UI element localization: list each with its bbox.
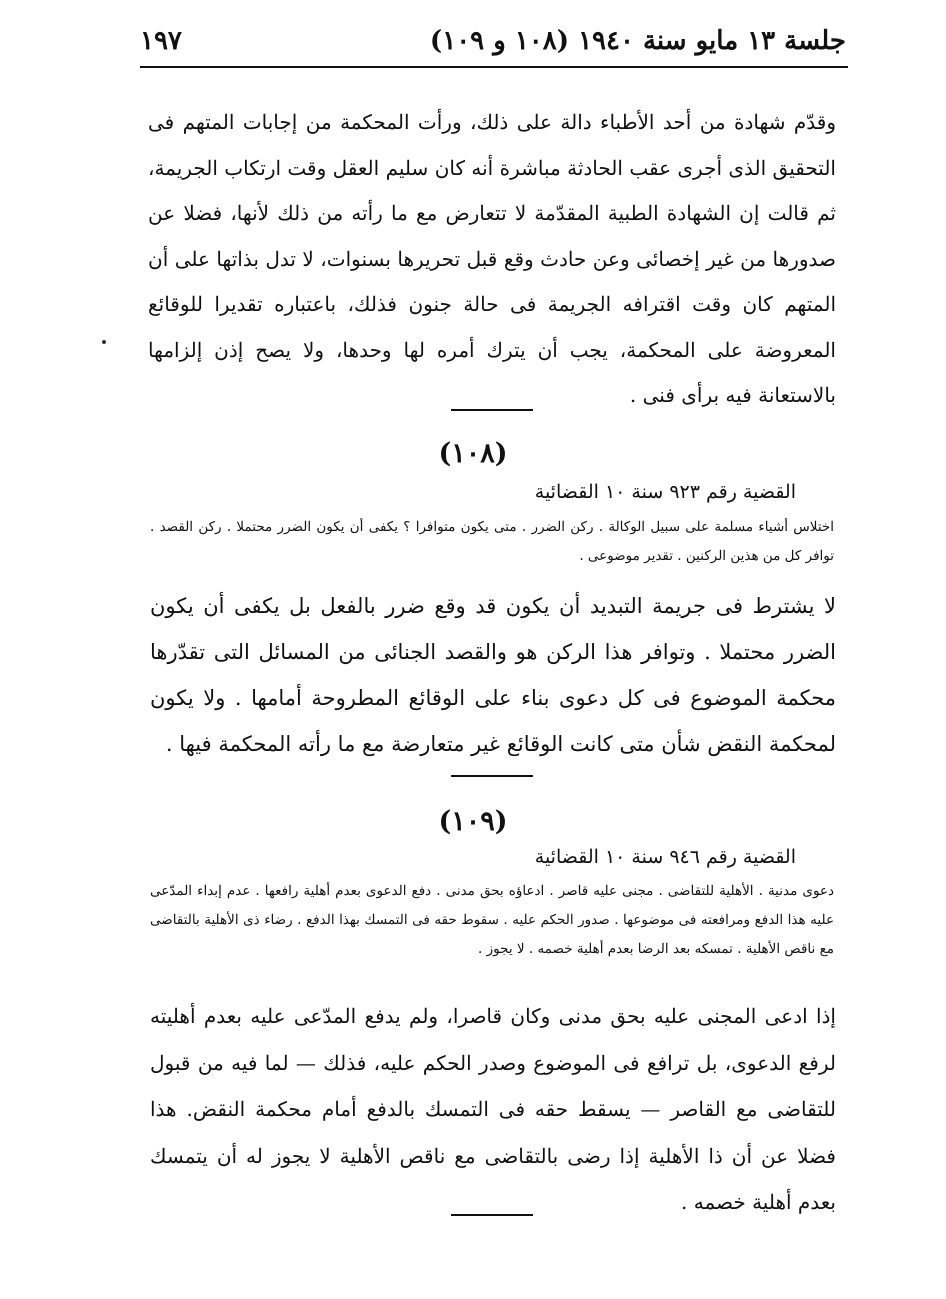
section-divider [451,409,533,411]
running-title: جلسة ١٣ مايو سنة ١٩٤٠ (١٠٨ و ١٠٩) [429,26,846,56]
case-reference: القضية رقم ٩٢٣ سنة ١٠ القضائية [534,481,796,503]
page-number: ١٩٧ [140,26,182,56]
case-reference: القضية رقم ٩٤٦ سنة ١٠ القضائية [534,846,796,868]
section-divider [451,1214,533,1216]
margin-dot [102,340,106,344]
case-number: (١٠٨) [438,438,508,469]
page-header [140,26,846,62]
case-body: إذا ادعى المجنى عليه بحق مدنى وكان قاصرا، ولم يدفع المدّعى عليه بعدم أهليته لرفع الدعوى، بل ترافع فى الموضوع وصدر الحكم عليه، فذلك — لما فيه من قبول للتقاضى مع القاصر — يسقط حقه فى التمسك بالدفع أمام محكمة النقض. هذا فضلا عن أن ذا الأهلية إذا رضى بالتقاضى مع ناقص الأهلية لا يجوز له أن يتمسك بعدم أهلية خصمه . [150,1004,836,1214]
header-rule [140,66,848,68]
case-summary: اختلاس أشياء مسلمة على سبيل الوكالة . ركن الضرر . متى يكون متوافرا ؟ يكفى أن يكون الضرر محتملا . ركن القصد . توافر كل من هذين الركنين . تقدير موضوعى . [150,519,834,564]
case-body: لا يشترط فى جريمة التبديد أن يكون قد وقع ضرر بالفعل بل يكفى أن يكون الضرر محتملا . وتوافر هذا الركن هو والقصد الجنائى من المسائل التى تقدّرها محكمة الموضوع فى كل دعوى بناء على الوقائع المطروحة أمامها . ولا يكون لمحكمة النقض شأن متى كانت الوقائع غير متعارضة مع ما رأته المحكمة فيها . [150,594,836,756]
section-divider [451,775,533,777]
case-summary: دعوى مدنية . الأهلية للتقاضى . مجنى عليه قاصر . ادعاؤه بحق مدنى . دفع الدعوى بعدم أهلية رافعها . عدم إبداء المدّعى عليه هذا الدفع ومرافعته فى موضوعها . صدور الحكم عليه . سقوط حقه فى التمسك بهذا الدفع . رضاء ذى الأهلية بالتقاضى مع ناقص الأهلية . تمسكه بعد الرضا بعدم أهلية خصمه . لا يجوز . [150,883,834,957]
intro-paragraph: وقدّم شهادة من أحد الأطباء دالة على ذلك، ورأت المحكمة من إجابات المتهم فى التحقيق الذى أجرى عقب الحادثة مباشرة أنه كان سليم العقل وقت ارتكاب الجريمة، ثم قالت إن الشهادة الطبية المقدّمة لا تتعارض مع ما رأته من ذلك لأنها، فضلا عن صدورها من غير إخصائى وعن حادث وقع قبل تحريرها بسنوات، لا تدل بذاتها على أن المتهم كان وقت اقترافه الجريمة فى حالة جنون فذلك، باعتباره تقديرا للوقائع المعروضة على المحكمة، يجب أن يترك أمره لها وحدها، ولا يصح إذن إلزامها بالاستعانة فيه برأى فنى . [148,110,837,407]
case-number: (١٠٩) [438,806,508,837]
